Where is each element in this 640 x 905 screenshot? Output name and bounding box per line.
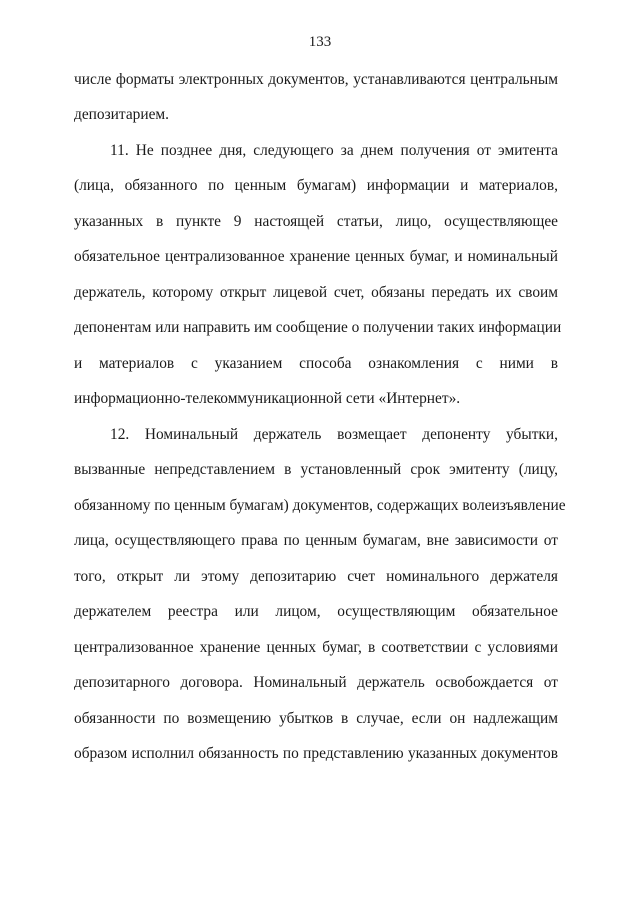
text-line: держатель, которому открыт лицевой счет, обязаны передать их своим <box>74 284 558 301</box>
page-number: 133 <box>308 34 332 50</box>
text-line: обязанному по ценным бумагам) документов, содержащих волеизъявление <box>74 497 566 514</box>
text-line: обязанности по возмещению убытков в случае, если он надлежащим <box>74 710 558 727</box>
text-line: того, открыт ли этому депозитарию счет номинального держателя <box>74 568 558 585</box>
text-line: вызванные непредставлением в установленный срок эмитенту (лицу, <box>74 461 558 478</box>
text-line: числе форматы электронных документов, устанавливаются центральным <box>74 71 558 88</box>
text-line: депозитарием. <box>74 106 170 123</box>
text-line: 11. Не позднее дня, следующего за днем получения от эмитента <box>110 142 558 159</box>
text-line: обязательное централизованное хранение ценных бумаг, и номинальный <box>74 248 558 265</box>
text-line: централизованное хранение ценных бумаг, в соответствии с условиями <box>74 639 558 656</box>
text-line: депозитарного договора. Номинальный держатель освобождается от <box>74 674 558 691</box>
text-line: и материалов с указанием способа ознакомления с ними в <box>74 355 558 372</box>
text-line: держателем реестра или лицом, осуществляющим обязательное <box>74 603 558 620</box>
text-line: лица, осуществляющего права по ценным бумагам, вне зависимости от <box>74 532 558 549</box>
text-line: информационно-телекоммуникационной сети «Интернет». <box>74 390 461 407</box>
text-line: 12. Номинальный держатель возмещает депоненту убытки, <box>110 426 558 443</box>
text-line: указанных в пункте 9 настоящей статьи, лицо, осуществляющее <box>74 213 558 230</box>
text-line: образом исполнил обязанность по представлению указанных документов <box>74 745 558 762</box>
text-line: депонентам или направить им сообщение о получении таких информации <box>74 319 562 336</box>
text-line: (лица, обязанного по ценным бумагам) информации и материалов, <box>74 177 558 194</box>
